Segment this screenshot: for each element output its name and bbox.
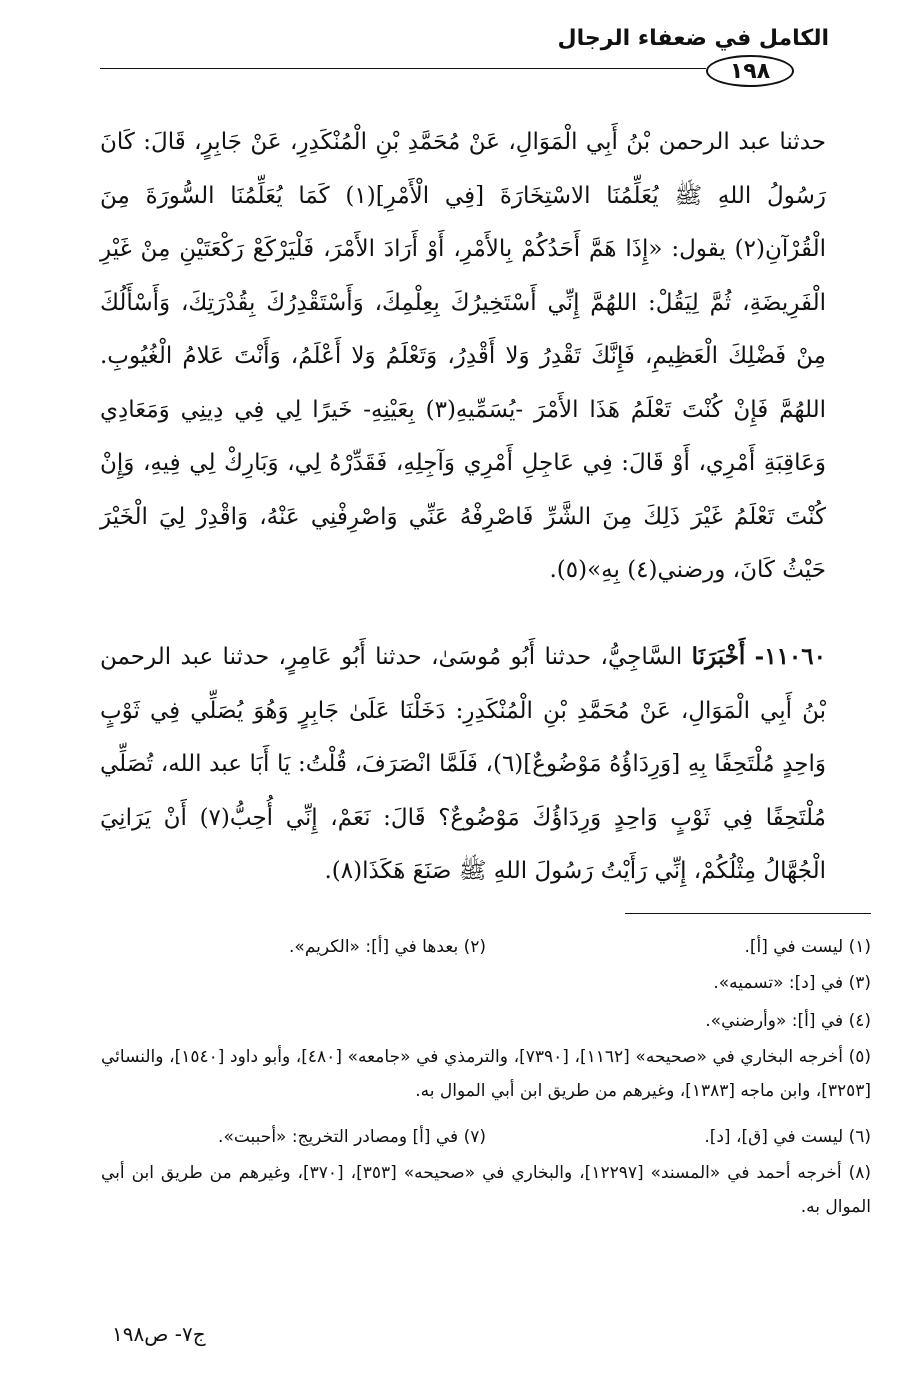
- volume-page-reference: ج٧- ص١٩٨: [112, 1322, 206, 1346]
- book-title: الكامل في ضعفاء الرجال: [557, 26, 829, 51]
- hadith-paragraph: [100, 630, 826, 899]
- hadith-paragraph: [100, 116, 826, 598]
- footnote: (٦) ليست في [ق]، [د].: [704, 1127, 871, 1147]
- paragraph-text: السَّاجِيُّ، حدثنا أَبُو مُوسَىٰ، حدثنا أَبُو عَامِرٍ، حدثنا عبد الرحمن بْنُ أَبِي الْمَوَالِ، عَنْ مُحَمَّدِ بْنِ الْمُنْكَدِرِ: دَخَلْنَا عَلَىٰ جَابِرٍ وَهُوَ يُصَلِّي فِي ثَوْبٍ وَاحِدٍ مُلْتَحِفًا بِهِ [وَرِدَاؤُهُ مَوْضُوعٌ](٦)، فَلَمَّا انْصَرَفَ، قُلْتُ: يَا أَبَا عبد الله، تُصَلِّي مُلْتَحِفًا فِي ثَوْبٍ وَاحِدٍ وَرِدَاؤُكَ مَوْضُوعٌ؟ قَالَ: نَعَمْ، إِنِّي أُحِبُّ(٧) أَنْ يَرَانِيَ الْجُهَّالُ مِثْلُكُمْ، إِنِّي رَأَيْتُ رَسُولَ اللهِ ﷺ صَنَعَ هَكَذَا(٨).: [100, 644, 827, 884]
- paragraph-text: حدثنا عبد الرحمن بْنُ أَبِي الْمَوَالِ، عَنْ مُحَمَّدِ بْنِ الْمُنْكَدِرِ، عَنْ جَابِرٍ، قَالَ: كَانَ رَسُولُ اللهِ ﷺ يُعَلِّمُنَا الاسْتِخَارَةَ [فِي الْأَمْرِ](١) كَمَا يُعَلِّمُنَا السُّورَةَ مِنَ الْقُرْآنِ(٢) يقول: «إِذَا هَمَّ أَحَدُكُمْ بِالأَمْرِ، أَوْ أَرَادَ الأَمْرَ، فَلْيَرْكَعْ رَكْعَتَيْنِ مِنْ غَيْرِ الْفَرِيضَةِ، ثُمَّ لِيَقُلْ: اللهُمَّ إِنِّي أَسْتَخِيرُكَ بِعِلْمِكَ، وَأَسْتَقْدِرُكَ بِقُدْرَتِكَ، وَأَسْأَلُكَ مِنْ فَضْلِكَ الْعَظِيمِ، فَإِنَّكَ تَقْدِرُ وَلا أَقْدِرُ، وَتَعْلَمُ وَلا أَعْلَمُ، وَأَنْتَ عَلامُ الْغُيُوبِ. اللهُمَّ فَإِنْ كُنْتَ تَعْلَمُ هَذَا الأَمْرَ -يُسَمِّيهِ(٣) بِعَيْنِهِ- خَيرًا لِي فِي دِينِي وَمَعَادِي وَعَاقِبَةِ أَمْرِي، أَوْ قَالَ: فِي عَاجِلِ أَمْرِي وَآجِلِهِ، فَقَدِّرْهُ لِي، وَبَارِكْ لِي فِيهِ، وَإِنْ كُنْتَ تَعْلَمُ غَيْرَ ذَلِكَ مِنَ الشَّرِّ فَاصْرِفْهُ عَنِّي وَاصْرِفْنِي عَنْهُ، وَاقْدِرْ لِيَ الْخَيْرَ حَيْثُ كَانَ، ورضني(٤) بِهِ»(٥).: [100, 129, 826, 583]
- footnote: (٥) أخرجه البخاري في «صحيحه» [١١٦٢]، [٧٣٩٠]، والترمذي في «جامعه» [٤٨٠]، وأبو داود [١٥٤٠]، والنسائي [٣٢٥٣]، وابن ماجه [١٣٨٣]، وغيرهم من طريق ابن أبي الموال به.: [101, 1047, 871, 1101]
- footnote: (١) ليست في [أ].: [744, 937, 871, 957]
- hadith-number: ١١٠٦٠-: [754, 643, 826, 670]
- footnote: (٣) في [د]: «تسميه».: [713, 973, 871, 993]
- page-number-badge: [706, 55, 794, 87]
- footnote: (٢) بعدها في [أ]: «الكريم».: [289, 937, 486, 957]
- footnote-separator: [625, 913, 871, 914]
- footnote: (٨) أخرجه أحمد في «المسند» [١٢٢٩٧]، والبخاري في «صحيحه» [٣٥٣]، [٣٧٠]، وغيرهم من طريق ابن أبي الموال به.: [101, 1163, 871, 1217]
- footnote: (٤) في [أ]: «وأرضني».: [705, 1011, 871, 1031]
- footnote: (٧) في [أ] ومصادر التخريج: «أحببت».: [218, 1127, 486, 1147]
- hadith-lead-word: أَخْبَرَنَا: [691, 643, 746, 670]
- page-number: ١٩٨: [729, 58, 771, 84]
- header-rule: [100, 68, 706, 69]
